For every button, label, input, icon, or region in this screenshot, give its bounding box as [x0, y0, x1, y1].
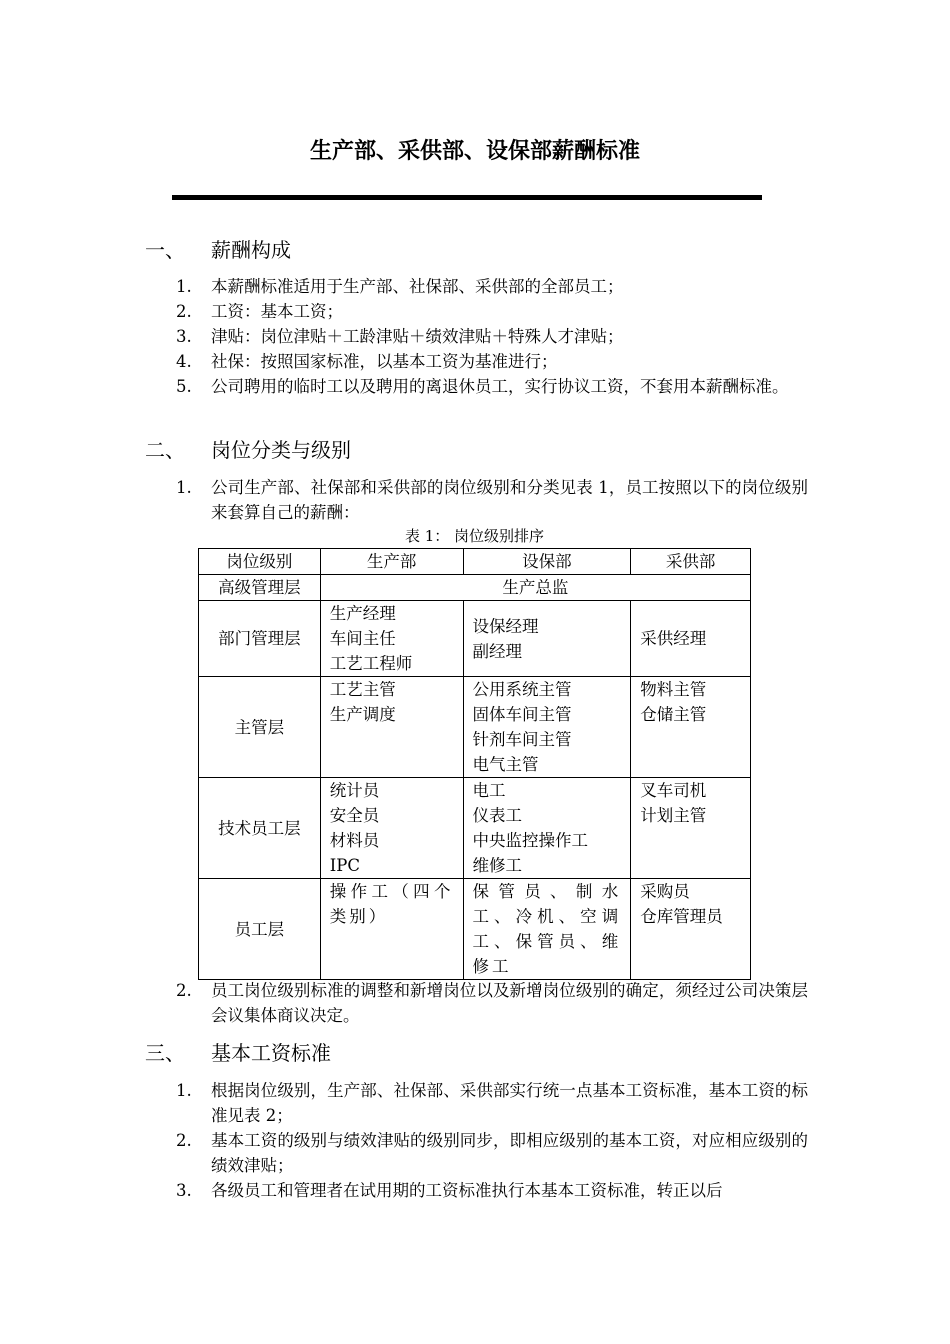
list-section-2a — [176, 475, 808, 525]
section-number: 二、 — [145, 438, 185, 462]
table-header-cell: 生产部 — [320, 549, 463, 575]
position-level-table — [198, 548, 751, 980]
production-cell: 生产经理 车间主任 工艺工程师 — [320, 601, 463, 677]
level-cell: 主管层 — [199, 677, 321, 778]
level-cell: 部门管理层 — [199, 601, 321, 677]
item-text: 根据岗位级别，生产部、社保部、采供部实行统一点基本工资标准，基本工资的标准见表 2； — [211, 1081, 808, 1125]
purchasing-cell: 采供经理 — [631, 601, 751, 677]
list-item — [176, 274, 808, 299]
section-heading-1 — [145, 235, 291, 265]
item-text: 本薪酬标准适用于生产部、社保部、采供部的全部员工； — [211, 277, 624, 296]
item-text: 公司聘用的临时工以及聘用的离退休员工，实行协议工资，不套用本薪酬标准。 — [211, 377, 789, 396]
maintenance-cell: 电工 仪表工 中央监控操作工 维修工 — [463, 778, 631, 879]
item-text: 员工岗位级别标准的调整和新增岗位以及新增岗位级别的确定，须经过公司决策层会议集体商议决定。 — [211, 981, 808, 1025]
section-heading-3 — [145, 1038, 331, 1068]
maintenance-cell: 公用系统主管 固体车间主管 针剂车间主管 电气主管 — [463, 677, 631, 778]
item-number: 3. — [176, 327, 192, 346]
section-title: 岗位分类与级别 — [211, 438, 351, 462]
item-number: 3. — [176, 1181, 192, 1200]
production-cell: 统计员 安全员 材料员 IPC — [320, 778, 463, 879]
item-text: 工资：基本工资； — [211, 302, 343, 321]
list-section-1 — [176, 274, 808, 399]
list-item — [176, 374, 808, 399]
production-cell: 工艺主管 生产调度 — [320, 677, 463, 778]
table-row — [199, 575, 751, 601]
item-number: 1. — [176, 1081, 192, 1100]
purchasing-cell: 采购员 仓库管理员 — [631, 879, 751, 980]
table-header-cell: 设保部 — [463, 549, 631, 575]
purchasing-cell: 物料主管 仓储主管 — [631, 677, 751, 778]
item-text: 各级员工和管理者在试用期的工资标准执行本基本工资标准，转正以后 — [211, 1181, 723, 1200]
section-number: 三、 — [145, 1041, 185, 1065]
item-number: 2. — [176, 1131, 192, 1150]
list-item — [176, 1128, 808, 1178]
list-section-2b — [176, 978, 808, 1028]
level-cell: 技术员工层 — [199, 778, 321, 879]
table-row — [199, 601, 751, 677]
list-item — [176, 1078, 808, 1128]
level-cell: 员工层 — [199, 879, 321, 980]
level-cell: 高级管理层 — [199, 575, 321, 601]
section-title: 薪酬构成 — [211, 238, 291, 262]
item-text: 公司生产部、社保部和采供部的岗位级别和分类见表 1，员工按照以下的岗位级别来套算自己的薪酬： — [211, 478, 808, 522]
list-item — [176, 349, 808, 374]
list-item — [176, 978, 808, 1028]
production-cell: 操作工（四个类别） — [320, 879, 463, 980]
section-number: 一、 — [145, 238, 185, 262]
section-heading-2 — [145, 435, 351, 465]
title-divider — [172, 195, 762, 200]
table-row — [199, 879, 751, 980]
document-title: 生产部、采供部、设保部薪酬标准 — [309, 139, 640, 164]
list-item — [176, 324, 808, 349]
table-header-cell: 岗位级别 — [199, 549, 321, 575]
list-item — [176, 1178, 808, 1203]
table-caption: 表 1： 岗位级别排序 — [404, 527, 545, 545]
item-number: 5. — [176, 377, 192, 396]
table-header-row — [199, 549, 751, 575]
maintenance-cell: 设保经理 副经理 — [463, 601, 631, 677]
item-number: 2. — [176, 302, 192, 321]
table-row — [199, 677, 751, 778]
table-header-cell: 采供部 — [631, 549, 751, 575]
item-text: 津贴：岗位津贴＋工龄津贴＋绩效津贴＋特殊人才津贴； — [211, 327, 624, 346]
table-row — [199, 778, 751, 879]
list-item — [176, 299, 808, 324]
list-item — [176, 475, 808, 525]
item-number: 2. — [176, 981, 192, 1000]
senior-position-cell: 生产总监 — [320, 575, 750, 601]
item-number: 1. — [176, 478, 192, 497]
purchasing-cell: 叉车司机 计划主管 — [631, 778, 751, 879]
item-number: 1. — [176, 277, 192, 296]
list-section-3 — [176, 1078, 808, 1203]
item-text: 基本工资的级别与绩效津贴的级别同步，即相应级别的基本工资，对应相应级别的绩效津贴； — [211, 1131, 808, 1175]
item-number: 4. — [176, 352, 192, 371]
maintenance-cell: 保管员、制水工、冷机、空调工、保管员、维修工 — [463, 879, 631, 980]
section-title: 基本工资标准 — [211, 1041, 331, 1065]
item-text: 社保：按照国家标准，以基本工资为基准进行； — [211, 352, 558, 371]
